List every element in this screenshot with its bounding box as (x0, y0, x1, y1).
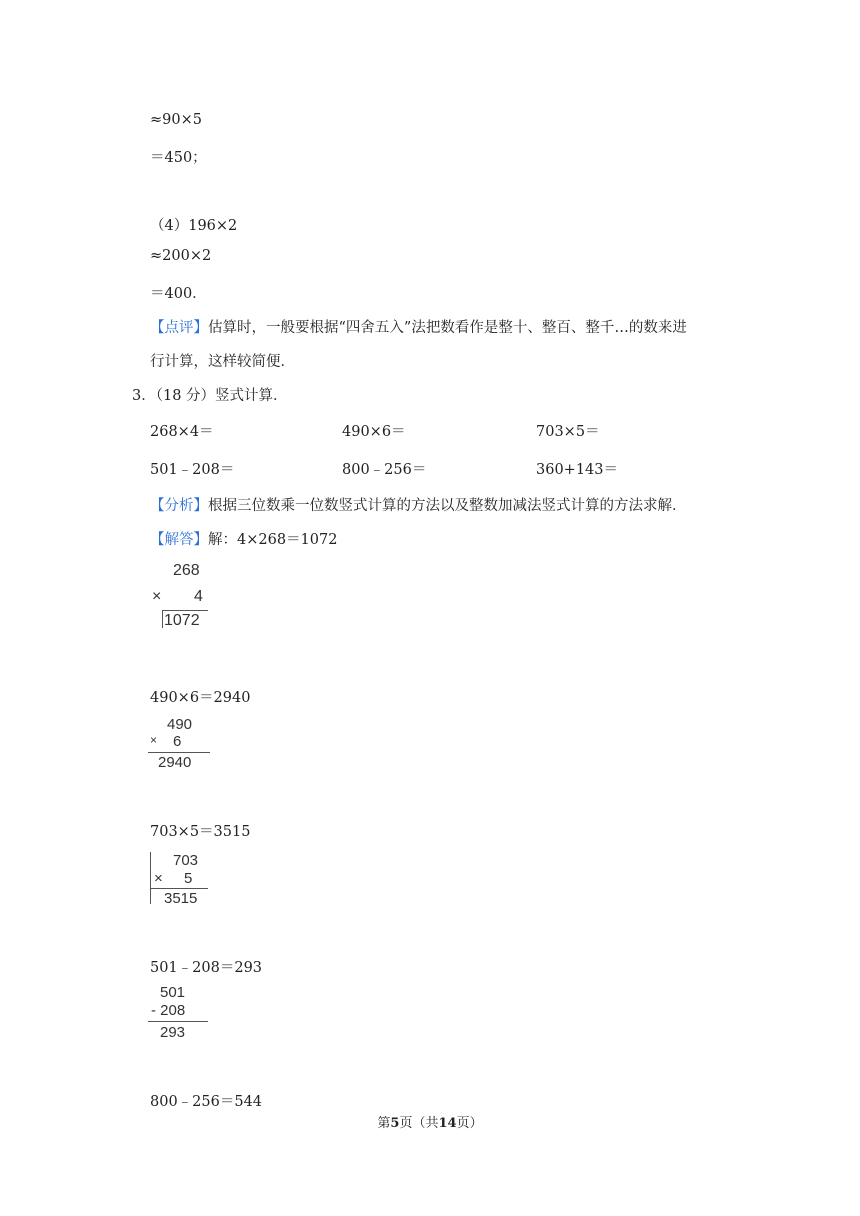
operand-second: 4 (194, 588, 203, 605)
calc-line (162, 610, 163, 628)
operand-top: 703 (173, 852, 199, 869)
vertical-calc-1 (148, 560, 218, 632)
calc-line (150, 852, 151, 904)
vertical-calc-3 (148, 852, 214, 908)
review-paragraph (150, 316, 687, 337)
calc-line (150, 888, 208, 889)
question-title: 3．（18 分）竖式计算． (132, 388, 288, 404)
operator: × (154, 870, 163, 887)
operator: × (152, 588, 162, 605)
operand-second: 5 (184, 870, 193, 887)
question-item: 268×4＝ (150, 424, 214, 440)
equation: 703×5＝3515 (150, 824, 251, 840)
equation: 800﹣256＝544 (150, 1094, 263, 1110)
review-text-cont: 行计算，这样较简便． (150, 354, 295, 370)
solution-line: ≈200×2 (150, 248, 212, 264)
vertical-calc-2 (148, 716, 214, 772)
operand-top: 268 (173, 562, 200, 579)
solution-line: ＝400． (150, 286, 207, 302)
question-item: 501﹣208＝ (150, 462, 235, 478)
footer-suffix: 页） (456, 1116, 483, 1131)
page-total: 14 (438, 1116, 457, 1131)
solution-line: ≈90×5 (150, 112, 202, 128)
solution-line: ＝450； (150, 150, 207, 166)
operand-top: 490 (167, 716, 193, 733)
operand-top: 501 (160, 984, 186, 1001)
equation: 490×6＝2940 (150, 690, 251, 706)
question-item: 800﹣256＝ (342, 462, 427, 478)
solution-line: （4）196×2 (150, 218, 238, 234)
calc-line (148, 752, 210, 753)
question-item: 360+143＝ (536, 462, 619, 478)
calc-line (162, 610, 208, 611)
operand-second: - 208 (151, 1002, 186, 1019)
footer-prefix: 第 (377, 1116, 391, 1131)
review-text: 估算时，一般要根据“四舍五入”法把数看作是整十、整百、整千…的数来进 (208, 320, 687, 336)
result: 1072 (164, 612, 200, 629)
result: 3515 (164, 890, 198, 907)
calc-line (148, 1021, 208, 1022)
answer-paragraph (150, 528, 337, 549)
analysis-text: 根据三位数乘一位数竖式计算的方法以及整数加减法竖式计算的方法求解． (208, 498, 687, 514)
page-footer (0, 1112, 860, 1131)
question-item: 703×5＝ (536, 424, 600, 440)
question-item: 490×6＝ (342, 424, 406, 440)
footer-mid: 页（共 (399, 1116, 439, 1131)
operator: × (150, 733, 158, 747)
answer-tag: 【解答】 (150, 532, 208, 548)
equation: 501﹣208＝293 (150, 960, 263, 976)
page-number: 5 (390, 1116, 400, 1131)
answer-text: 解：4×268＝1072 (208, 532, 338, 548)
review-tag: 【点评】 (150, 320, 208, 336)
analysis-paragraph (150, 494, 687, 515)
result: 2940 (158, 754, 192, 771)
result: 293 (160, 1024, 186, 1041)
operand-second: 6 (173, 733, 182, 750)
vertical-calc-4 (148, 984, 214, 1044)
analysis-tag: 【分析】 (150, 498, 208, 514)
